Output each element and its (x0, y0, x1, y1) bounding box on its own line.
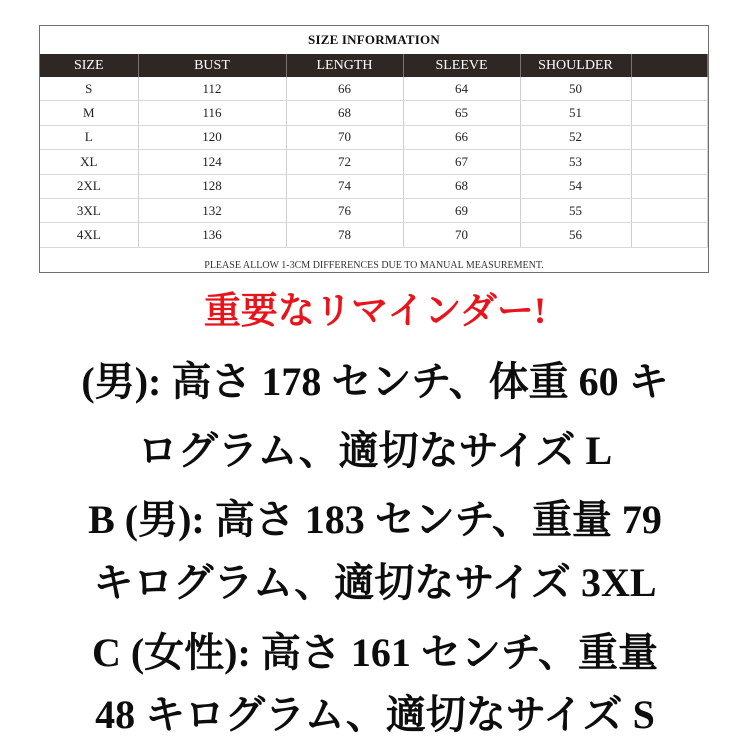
header-size: SIZE (40, 54, 138, 77)
cell-sleeve: 68 (403, 174, 520, 198)
measurement-note: PLEASE ALLOW 1-3CM DIFFERENCES DUE TO MANUAL MEASUREMENT. (204, 260, 544, 271)
cell-empty (631, 125, 708, 149)
cell-sleeve: 65 (403, 101, 520, 125)
cell-empty (631, 174, 708, 198)
cell-bust: 120 (138, 125, 286, 149)
cell-shoulder: 54 (520, 174, 631, 198)
cell-shoulder: 51 (520, 101, 631, 125)
header-bust: BUST (138, 54, 286, 77)
model-info-line: ログラム、適切なサイズ L (137, 428, 613, 473)
header-length: LENGTH (286, 54, 403, 77)
cell-empty (631, 77, 708, 101)
cell-empty (631, 150, 708, 174)
header-empty (631, 54, 708, 77)
cell-empty (631, 223, 708, 247)
table-header-row (40, 54, 708, 77)
cell-length: 68 (286, 101, 403, 125)
cell-bust: 116 (138, 101, 286, 125)
cell-size: 2XL (40, 174, 138, 198)
cell-sleeve: 67 (403, 150, 520, 174)
model-info-line: B (男): 高さ 183 センチ、重量 79 (88, 497, 662, 542)
cell-length: 66 (286, 77, 403, 101)
cell-shoulder: 53 (520, 150, 631, 174)
cell-shoulder: 52 (520, 125, 631, 149)
cell-length: 70 (286, 125, 403, 149)
cell-size: 3XL (40, 198, 138, 222)
cell-size: 4XL (40, 223, 138, 247)
cell-size: S (40, 77, 138, 101)
cell-size: M (40, 101, 138, 125)
table-row (40, 223, 708, 247)
cell-shoulder: 55 (520, 198, 631, 222)
cell-empty (631, 198, 708, 222)
cell-length: 72 (286, 150, 403, 174)
model-info-line: 48 キログラム、適切なサイズ S (95, 692, 655, 737)
size-chart (40, 54, 708, 248)
table-title: SIZE INFORMATION (308, 32, 440, 47)
cell-shoulder: 50 (520, 77, 631, 101)
cell-bust: 136 (138, 223, 286, 247)
cell-sleeve: 69 (403, 198, 520, 222)
size-information-table (39, 25, 709, 273)
cell-empty (631, 101, 708, 125)
table-row (40, 150, 708, 174)
cell-length: 76 (286, 198, 403, 222)
cell-sleeve: 66 (403, 125, 520, 149)
table-row (40, 77, 708, 101)
table-row (40, 198, 708, 222)
cell-size: XL (40, 150, 138, 174)
header-sleeve: SLEEVE (403, 54, 520, 77)
table-row (40, 174, 708, 198)
cell-length: 74 (286, 174, 403, 198)
cell-bust: 124 (138, 150, 286, 174)
model-info-line: キログラム、適切なサイズ 3XL (93, 560, 657, 605)
cell-sleeve: 64 (403, 77, 520, 101)
model-info-line: C (女性): 高さ 161 センチ、重量 (91, 630, 659, 675)
cell-length: 78 (286, 223, 403, 247)
cell-sleeve: 70 (403, 223, 520, 247)
table-row (40, 101, 708, 125)
cell-bust: 112 (138, 77, 286, 101)
table-row (40, 125, 708, 149)
model-info-line: (男): 高さ 178 センチ、体重 60 キ (81, 359, 669, 404)
cell-bust: 128 (138, 174, 286, 198)
cell-bust: 132 (138, 198, 286, 222)
reminder-heading: 重要なリマインダー! (203, 291, 547, 332)
cell-shoulder: 56 (520, 223, 631, 247)
header-shoulder: SHOULDER (520, 54, 631, 77)
cell-size: L (40, 125, 138, 149)
